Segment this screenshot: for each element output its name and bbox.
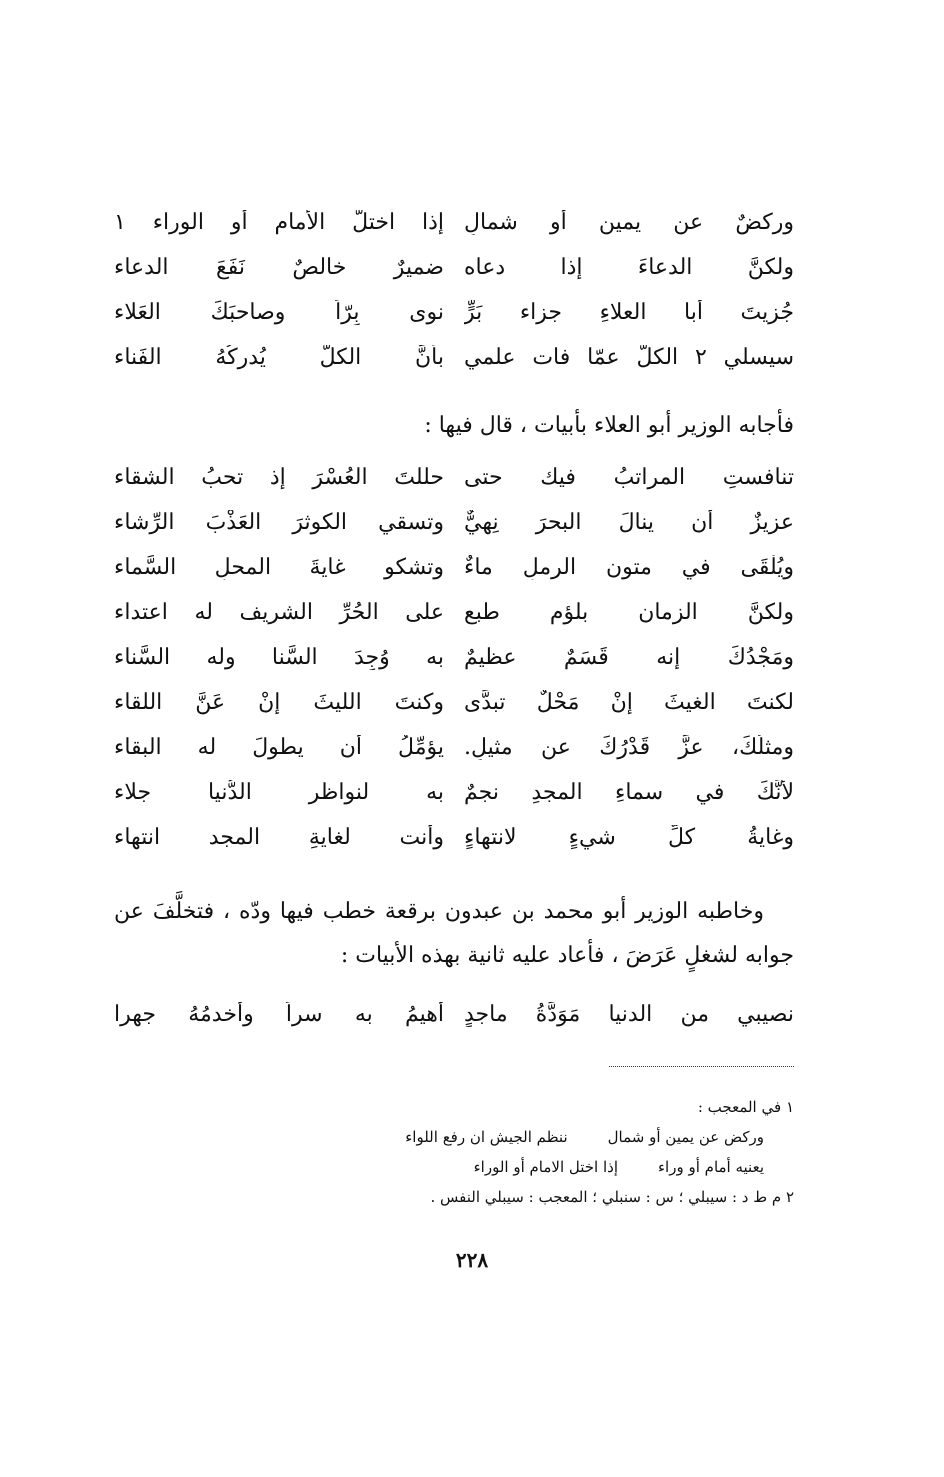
verse-hemistich-left: يؤمِّلُ أن يطولَ له البقاء — [114, 735, 444, 760]
verse-hemistich-right: عزيزٌ أن ينالَ البحرَ نِهيٌّ — [464, 510, 794, 535]
verse-hemistich-left: حللتَ العُسْرَ إذ تحبُ الشقاء — [114, 465, 444, 490]
verse-hemistich-right: وركضٌ عن يمينٍ أو شمالٍ — [464, 210, 794, 235]
verse-line — [114, 770, 794, 815]
verse-hemistich-right: لكنتَ الغيثَ إنْ مَحْلٌ تبدَّى — [464, 690, 794, 715]
verse-hemistich-left: وأنت لغايةِ المجد انتهاء — [114, 825, 444, 850]
poem-3 — [114, 992, 794, 1037]
verse-hemistich-left: نوى بِرّاً وصاحبَكَ العَلاء — [114, 300, 444, 325]
verse-hemistich-right: ومثلُكَ، عزَّ قَدْرُكَ عن مثيلٍ. — [464, 735, 794, 760]
verse-line — [114, 992, 794, 1037]
verse-line — [114, 725, 794, 770]
footnote-2: ٢ م ط د : سيبلي ؛ س : سنبلي ؛ المعجب : سيبلي النفس . — [430, 1188, 794, 1206]
verse-hemistich-right: وغايةُ كلِّ شيءٍ لانتهاءٍ — [464, 825, 794, 850]
verse-hemistich-left: بأنَّ الكلَّ يُدرِكُهُ الفَناء — [114, 345, 444, 370]
verse-hemistich-right: لأنَّكَ في سماءِ المجدِ نجمٌ — [464, 780, 794, 805]
verse-hemistich-left: به لنواظرِ الدُّنيا جلاء — [114, 780, 444, 805]
verse-line — [114, 545, 794, 590]
verse-hemistich-right: ولكنَّ الزمان بلؤمِ طبعٍ — [464, 600, 794, 625]
footnote-hemistich: يعنيه أمام أو وراء — [658, 1158, 764, 1176]
verse-hemistich-right: نصيبي من الدنيا مَوَدَّةُ ماجدٍ — [464, 1002, 794, 1027]
footnote-hemistich: إذا اختل الامام أو الوراء — [473, 1158, 618, 1176]
verse-hemistich-right: ومَجْدُكَ إنه قَسَمٌ عظيمٌ — [464, 645, 794, 670]
footnote-hemistich: ننظم الجيش ان رفع اللواء — [405, 1128, 568, 1146]
verse-hemistich-right: ولكنَّ الدعاءَ إذا دعاه — [464, 255, 794, 280]
verse-line — [114, 200, 794, 245]
verse-hemistich-right: ويُلْقَى في متون الرملِ ماءٌ — [464, 555, 794, 580]
intro-paragraph-2: فأجابه الوزير أبو العلاء بأبيات ، قال فيها : — [424, 413, 794, 438]
footnotes — [114, 1092, 794, 1212]
footnote-separator — [609, 1066, 794, 1067]
verse-line — [114, 335, 794, 380]
verse-hemistich-left: إذا اختلَّ الأمام أو الوراء ١ — [114, 210, 444, 235]
verse-line — [114, 635, 794, 680]
poem-1 — [114, 200, 794, 380]
verse-hemistich-left: ضميرٌ خالصٌ نَفَعَ الدعاء — [114, 255, 444, 280]
verse-line — [114, 590, 794, 635]
verse-line — [114, 680, 794, 725]
verse-hemistich-right: جُزيتَ أبا العلاءِ جزاء بَرٍّ — [464, 300, 794, 325]
verse-hemistich-right: سيسلي ٢ الكلَّ عمّا فات علمي — [464, 345, 794, 370]
footnote-1-label: ١ في المعجب : — [697, 1098, 794, 1116]
verse-line — [114, 290, 794, 335]
verse-line — [114, 455, 794, 500]
intro-paragraph-3: وخاطبه الوزير أبو محمد بن عبدون برقعة خطب فيها ودّه ، فتخلَّفَ عن جوابه لشغلٍ عَرَضَ ، فأعاد عليه ثانية بهذه الأبيات : — [114, 899, 794, 968]
verse-line — [114, 815, 794, 860]
verse-hemistich-left: وكنتَ الليثَ إنْ عَنَّ اللقاء — [114, 690, 444, 715]
verse-hemistich-left: على الحُرِّ الشريف له اعتداء — [114, 600, 444, 625]
poem-2 — [114, 455, 794, 860]
footnote-1-verse — [114, 1122, 794, 1152]
verse-hemistich-left: به وُجِدَ السَّنا وله السَّناء — [114, 645, 444, 670]
verse-hemistich-right: تنافستِ المراتبُ فيك حتى — [464, 465, 794, 490]
page-number: ٢٢٨ — [455, 1248, 489, 1272]
verse-hemistich-left: أهيمُ به سراً وأخدمُهُ جهرا — [114, 1002, 444, 1027]
footnote-hemistich: وركض عن يمين أو شمال — [607, 1128, 764, 1146]
verse-line — [114, 500, 794, 545]
footnote-1-verse — [114, 1152, 794, 1182]
verse-line — [114, 245, 794, 290]
verse-hemistich-left: وتسقي الكوثرَ العَذْبَ الرِّشاء — [114, 510, 444, 535]
verse-hemistich-left: وتشكو غايةَ المحلِ السَّماء — [114, 555, 444, 580]
